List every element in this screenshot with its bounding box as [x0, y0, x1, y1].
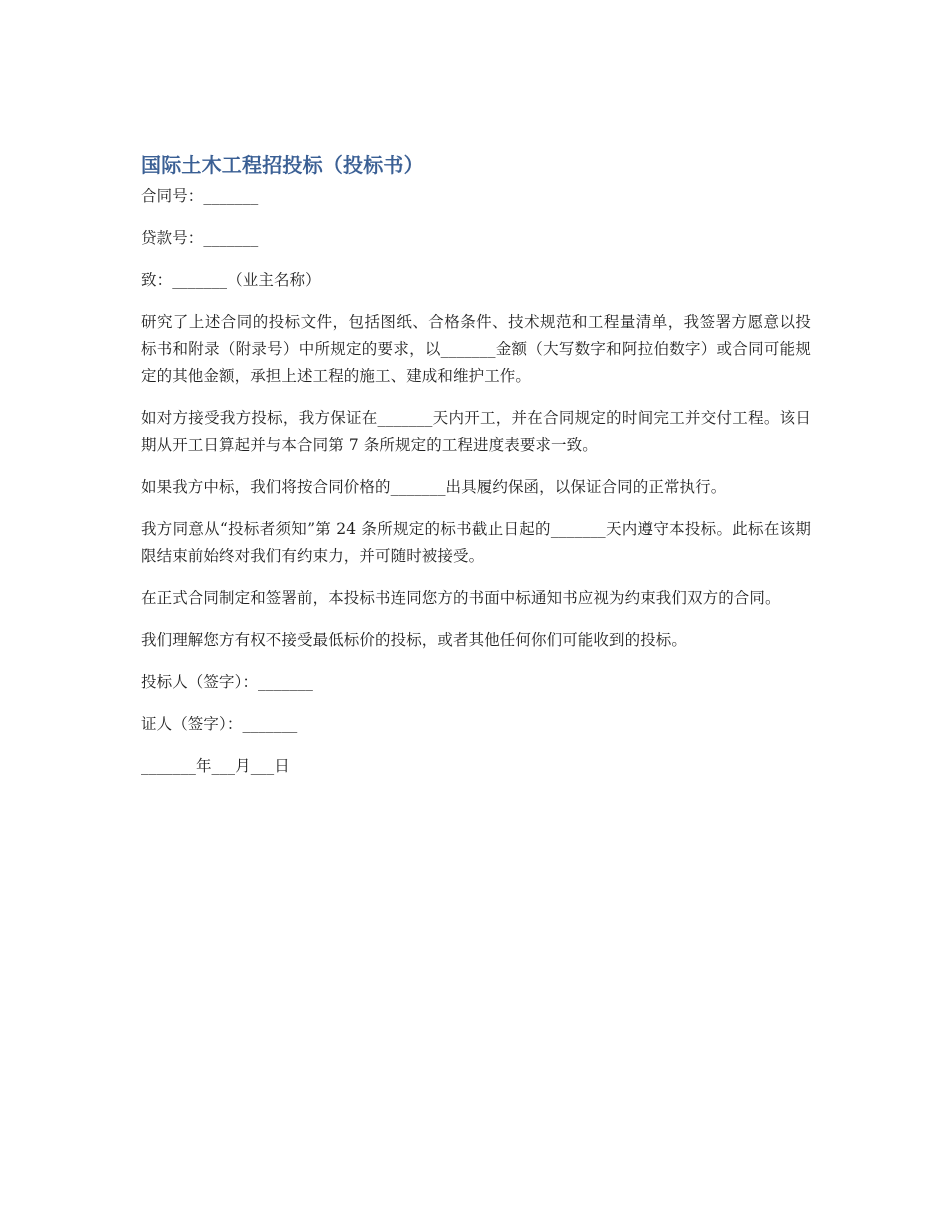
bid-statement-paragraph: 研究了上述合同的投标文件，包括图纸、合格条件、技术规范和工程量清单，我签署方愿意以投标书和附录（附录号）中所规定的要求，以_______金额（大写数字和阿拉伯数字）或合同可能规定的其他金额，承担上述工程的施工、建成和维护工作。: [141, 313, 811, 385]
performance-guarantee-paragraph: 如果我方中标，我们将按合同价格的_______出具履约保函，以保证合同的正常执行。: [141, 478, 727, 496]
bidder-signature-line: 投标人（签字）：_______: [141, 673, 314, 691]
document-title: 国际土木工程招投标（投标书）: [141, 153, 424, 177]
contract-number-line: 合同号：_______: [141, 187, 259, 205]
validity-paragraph: 我方同意从“投标者须知”第 24 条所规定的标书截止日起的_______天内遵守本投标。此标在该期限结束前始终对我们有约束力，并可随时被接受。: [141, 520, 811, 565]
binding-contract-paragraph: 在正式合同制定和签署前，本投标书连同您方的书面中标通知书应视为约束我们双方的合同。: [141, 589, 781, 607]
witness-signature-line: 证人（签字）：_______: [141, 715, 298, 733]
loan-number-line: 贷款号：_______: [141, 229, 259, 247]
document-content: [141, 150, 811, 795]
addressee-line: 致：_______（业主名称）: [141, 271, 321, 289]
date-line: _______年___月___日: [141, 757, 290, 775]
commencement-paragraph: 如对方接受我方投标，我方保证在_______天内开工，并在合同规定的时间完工并交付工程。该日期从开工日算起并与本合同第 7 条所规定的工程进度表要求一致。: [141, 409, 811, 454]
lowest-bid-paragraph: 我们理解您方有权不接受最低标价的投标，或者其他任何你们可能收到的投标。: [141, 631, 688, 649]
